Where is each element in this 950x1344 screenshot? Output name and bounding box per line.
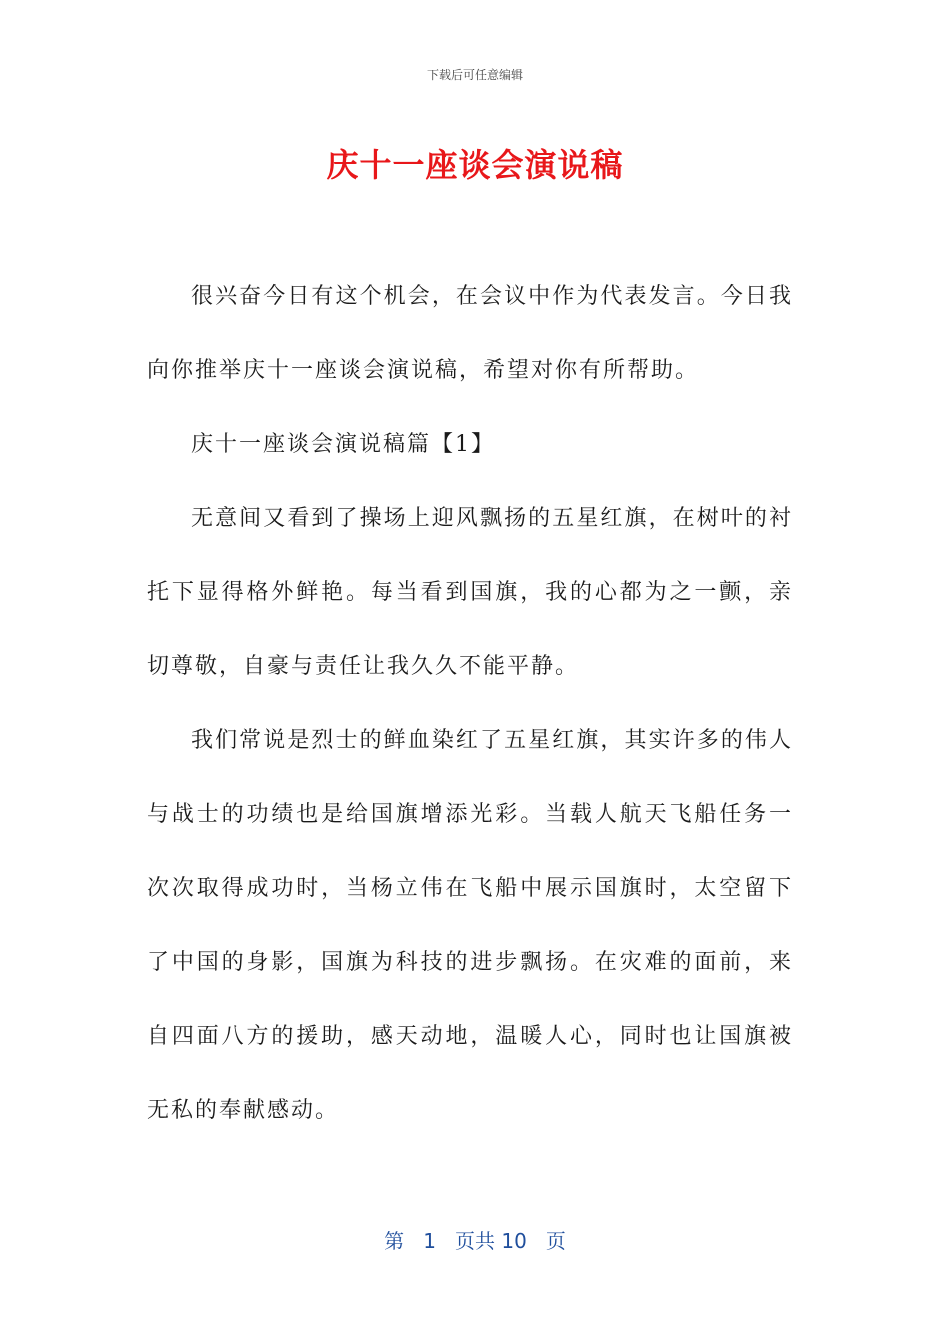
paragraph-flag: 无意间又看到了操场上迎风飘扬的五星红旗，在树叶的衬托下显得格外鲜艳。每当看到国旗，我的心都为之一颤，亲切尊敬，自豪与责任让我久久不能平静。 [147,506,793,679]
document-title: 庆十一座谈会演说稿 [326,146,624,184]
footer-suffix: 页 [545,1229,566,1253]
footer-current-page: 1 [423,1229,436,1253]
paragraph-section-heading: 庆十一座谈会演说稿篇【1】 [191,432,495,457]
footer-middle: 页共 [455,1229,495,1253]
paragraph-intro: 很兴奋今日有这个机会，在会议中作为代表发言。今日我向你推举庆十一座谈会演说稿，希望对你有所帮助。 [147,284,793,383]
paragraph-heroes: 我们常说是烈士的鲜血染红了五星红旗，其实许多的伟人与战士的功绩也是给国旗增添光彩。当载人航天飞船任务一次次取得成功时，当杨立伟在飞船中展示国旗时，太空留下了中国的身影，国旗为科技的进步飘扬。在灾难的面前，来自四面八方的援助，感天动地，温暖人心，同时也让国旗被无私的奉献感动。 [147,728,793,1123]
header-note: 下载后可任意编辑 [426,68,523,82]
document-body [147,260,793,1148]
footer-total-pages: 10 [501,1229,527,1253]
page-footer [0,1225,950,1254]
footer-prefix: 第 [384,1229,405,1253]
